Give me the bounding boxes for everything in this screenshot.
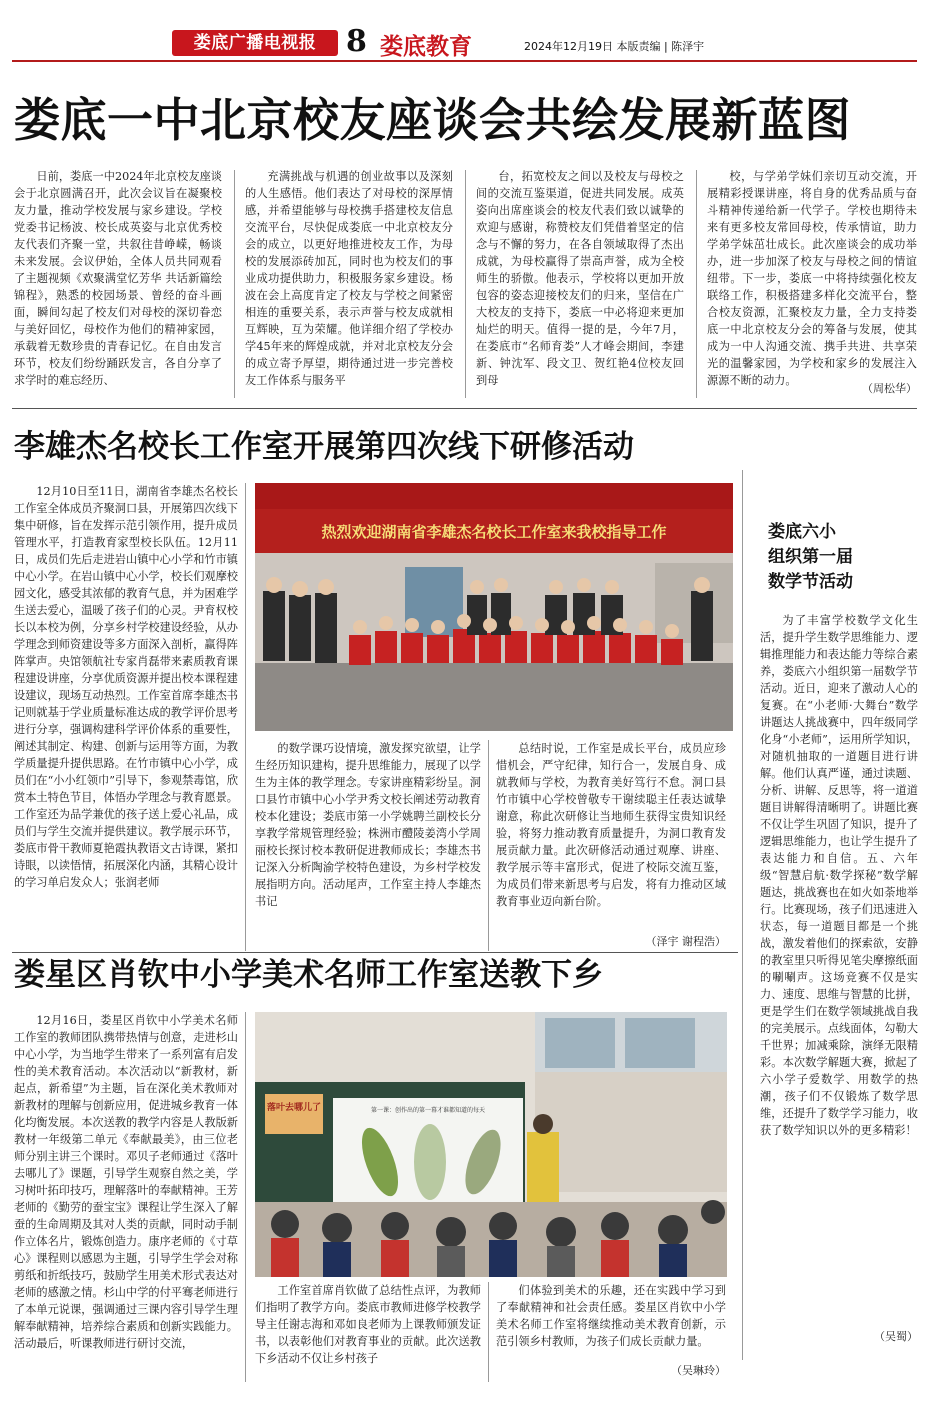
article1-col1: 日前，娄底一中2024年北京校友座谈会于北京圆满召开，此次会议旨在凝聚校友力量，推动学校发展与家乡建设。学校党委书记杨波、校长成英姿与北京优秀校友代表们齐聚一堂，共叙往昔峥嵘，畅谈未来发展。会议伊始，全体人员共同观看了主题视频《欢聚满堂忆芳华 共话新篇绘锦程》，熟悉的校园场景、曾经的奋斗画面，瞬间勾起了校友们对母校的深切眷恋与美好回忆，母校作为他们的精神家园，承载着无数珍贵的青春记忆。在自由发言环节，校友们纷纷踊跃发言，各自分享了求学时的难忘经历、 bbox=[14, 170, 222, 387]
article2-col3: 总结时说，工作室是成长平台，成员应珍惜机会，严守纪律，知行合一，发展自身、成就教师与学校，为教育美好笃行不怠。洞口县竹市镇中心学校曾敬专干谢续聪主任表达诚挚谢意，称此次研修让当地师生获得宝贵知识经验，将努力推动教育质量提升，为洞口教育发展贡献力量。此次研修活动通过观摩、讲座、教学展示等丰富形式，促进了校际交流互鉴，为成员们带来新思考与启发，将有力推动区域教育事业迈向新台阶。 bbox=[496, 742, 726, 908]
article3-col1: 12月16日，娄星区肖钦中小学美术名师工作室的教师团队携带热情与创意，走进杉山中心小学，为当地学生带来了一系列富有启发性的美术教育活动。本次活动以“新教材，新起点，新希望”为主题，旨在深化美术教师对新教材的理解与创新应用，促进城乡教育一体化均衡发展。本次送教的教学内容是人教版新教材一年级第二单元《奉献最美》，由三位老师分别主讲三个课时。邓贝子老师通过《落叶去哪儿了》课题，引导学生观察自然之美，学习树叶拓印技巧，理解落叶的奉献精神。王芳老师的《勤劳的蚕宝宝》课程让学生深入了解蚕的生命周期及其对人类的贡献，同时动手制作立体名片，锻炼创造力。康序老师的《寸草心》课程则以感恩为主题，引导学生学会对称剪纸和折纸技巧，鼓励学生用美术形式表达对老师的感激之情。杉山中学的付平骞老师进行了本单元说课，强调通过三课内容引导学生理解奉献精神，培养综合素质和创新实践能力。活动最后，听课教师进行研讨交流， bbox=[14, 1014, 238, 1350]
article1-col4: 校，与学弟学妹们亲切互动交流，开展精彩授课讲座，将自身的优秀品质与奋斗精神传递给新一代学子。学校也期待未来有更多校友常回母校，传承情谊，助力学弟学妹茁壮成长。此次座谈会的成功举办，进一步加深了校友与母校之间的情谊纽带。下一步，娄底一中将持续强化校友联络工作，积极搭建多样化交流平台，整合校友资源，汇聚校友力量，全力支持娄底一中北京校友分会的筹备与发展，使其成为一中人沟通交流、携手共进、共享荣光的温馨家园，为学校和家乡的发展注入源源不断的动力。 bbox=[707, 170, 917, 387]
sidebar-signature: （吴蜀） bbox=[874, 1330, 918, 1343]
article3-col2: 工作室首席肖钦做了总结性点评，为教师们指明了教学方向。娄底市教师进修学校教学导主任谢志海和邓如良老师为上课教师颁发证书，以表彰他们对教育事业的贡献。此次送教下乡活动不仅让乡村孩子 bbox=[255, 1284, 481, 1365]
column-divider bbox=[696, 170, 697, 398]
column-divider bbox=[234, 170, 235, 398]
page-title: 娄底教育 bbox=[380, 34, 472, 60]
article2-col2: 的数学课巧设情境，激发探究欲望，让学生经历知识建构，提升思维能力，展现了以学生为主体的教学理念。专家讲座精彩纷呈。洞口县竹市镇中心小学尹秀文校长阐述劳动教育校本化建设；娄底市第一小学姚聘兰副校长分享教学常规管理经验；株洲市醴陵姜湾小学周丽校长探讨校本教研促进教师成长；李雄杰书记深入分析陶渝学校特色建设，为乡村学校发展指明方向。活动尾声，工作室主持人李雄杰书记 bbox=[255, 742, 481, 908]
article2-photo bbox=[255, 483, 733, 731]
blackboard-text: 落叶去哪儿了 bbox=[266, 1103, 322, 1113]
article3-signature: （吴琳玲） bbox=[671, 1364, 726, 1377]
sidebar-divider bbox=[742, 470, 743, 1360]
article3-col3: 们体验到美术的乐趣，还在实践中学习到了奉献精神和社会责任感。娄星区肖钦中小学美术名师工作室将继续推动美术教育创新，示范引领乡村教师，为孩子们成长贡献力量。 bbox=[496, 1284, 726, 1348]
article1-col3: 台，拓宽校友之间以及校友与母校之间的交流互鉴渠道，促进共同发展。成英姿向出席座谈会的校友代表们致以诚挚的欢迎与感谢，称赞校友们凭借着坚定的信念与不懈的努力，在各自领域取得了杰出成就，为母校赢得了崇高声誉，成为全校师生的骄傲。他表示，学校将以更加开放包容的姿态迎接校友们的归来，坚信在广大校友的支持下，娄底一中必将迎来更加灿烂的明天。值得一提的是，今年7月，在娄底市“名师育娄”人才峰会期间，李建新、钟沈军、段文卫、贺红艳4位校友回到母 bbox=[476, 170, 684, 387]
article3-photo bbox=[255, 1012, 727, 1277]
column-divider bbox=[245, 483, 246, 951]
article2-headline: 李雄杰名校长工作室开展第四次线下研修活动 bbox=[14, 429, 634, 465]
section-divider bbox=[12, 408, 917, 409]
article1-col2: 充满挑战与机遇的创业故事以及深刻的人生感悟。他们表达了对母校的深厚情感，并希望能够与母校携手搭建校友信息交流平台，尽快促成娄底一中北京校友分会的成立，以更好地推进校友工作，为母校的发展添砖加瓦，同时也为校友们的事业成功提供助力，积极服务家乡建设。杨波在会上高度肯定了校友与学校之间紧密相连的重要关系，表示声誉与校友成就相互辉映，互为荣耀。他详细介绍了学校办学45年来的辉煌成就，并对北京校友分会的成立寄予厚望，期待通过进一步完善校友工作体系与服务平 bbox=[245, 170, 453, 387]
screen-text: 第一课：创作出的第一幕才谁都知道的每天 bbox=[370, 1107, 486, 1114]
banner-text: 热烈欢迎湖南省李雄杰名校长工作室来我校指导工作 bbox=[321, 523, 667, 541]
newspaper-brand: 娄底广播电视报 bbox=[172, 30, 338, 56]
article2-signature: （泽宇 谢程浩） bbox=[645, 935, 726, 948]
article3-headline: 娄星区肖钦中小学美术名师工作室送教下乡 bbox=[14, 957, 603, 993]
page-meta: 2024年12月19日 本版责编 | 陈泽宇 bbox=[524, 40, 705, 53]
article2-col1: 12月10日至11日，湖南省李雄杰名校长工作室全体成员齐聚洞口县，开展第四次线下集中研修，旨在发挥示范引领作用，提升成员管理水平，打造教育家型校长队伍。12月11日，成员们先后走进岩山镇中心小学和竹市镇中心小学。在岩山镇中心小学，校长们观摩校园文化，感受其浓郁的教育气息，并为困难学生送去爱心，温暖了孩子们的心灵。尹育权校长以本校为例，分享乡村学校建设经验，从办学理念到师资建设等多方面深入剖析，赢得阵阵掌声。央馆领航社专家肖磊带来素质教育课程建设讲座，分享优质资源并提出校本课程建设建议，现场互动热烈。工作室首席李雄杰书记则就基于学业质量标准达成的教学评价思考进行分享，强调构建科学评价体系的重要性，阐述其制定、构建、创新与运用等方面，为教学质量提升提供思路。在竹市镇中心小学，成员们在“小小红领巾”引导下，参观禁毒馆，欣赏本土特色节目，体悟办学理念与教育愿景。工作室还为品学兼优的孩子送上爱心礼品，成员们与学生交流并提供建议。教学展示环节，娄底市骨干教师夏艳霞执教语文古诗课，紧扣诗眼，以读悟情，拓展深化内涵，其精心设计的学习单启发众人；张润老师 bbox=[14, 485, 239, 889]
column-divider bbox=[488, 740, 489, 951]
article1-headline: 娄底一中北京校友座谈会共绘发展新蓝图 bbox=[14, 93, 851, 147]
page-number: 8 bbox=[346, 24, 367, 59]
article1-signature: （周松华） bbox=[862, 382, 917, 395]
group-photo-image bbox=[255, 483, 733, 731]
column-divider bbox=[488, 1282, 489, 1382]
column-divider bbox=[465, 170, 466, 398]
sidebar-headline: 娄底六小 组织第一届 数学节活动 bbox=[768, 522, 853, 592]
column-divider bbox=[245, 1012, 246, 1382]
sidebar-text: 为了丰富学校数学文化生活，提升学生数学思维能力、逻辑推理能力和表达能力等综合素养，娄底六小组织第一届数学节活动。近日，迎来了激动人心的复赛。在“小老师·大舞台”数学讲题达人挑战赛中，四年级同学化身“小老师”，运用所学知识，对随机抽取的一道题目进行讲解。他们认真严谨，通过读题、分析、讲解、反思等，将一道道题目讲解得清晰明了。讲题比赛不仅让学生巩固了知识，提升了逻辑思维能力，也让学生提升了表达能力和自信。五、六年级“智慧启航·数学探秘”数学解题达，挑战赛也在如火如荼地举行。比赛现场，孩子们迅速进入状态，每一道题目都是一个挑战，激发着他们的探索欲，安静的教室里只听得见笔尖摩擦纸面的唰唰声。这场竞赛不仅是实力、速度、思维与智慧的比拼，更是学生们在数学领域挑战自我的完美展示。点线面体，勾勒大千世界；加减乘除，演绎无限精彩。本次数学解题大赛，掀起了六小学子爱数学、用数学的热潮，孩子们不仅锻炼了数学思维，还提升了数学学习能力，收获了数学知识以外的更多精彩！ bbox=[760, 614, 918, 1137]
classroom-photo-image bbox=[255, 1012, 727, 1277]
masthead bbox=[12, 26, 917, 62]
